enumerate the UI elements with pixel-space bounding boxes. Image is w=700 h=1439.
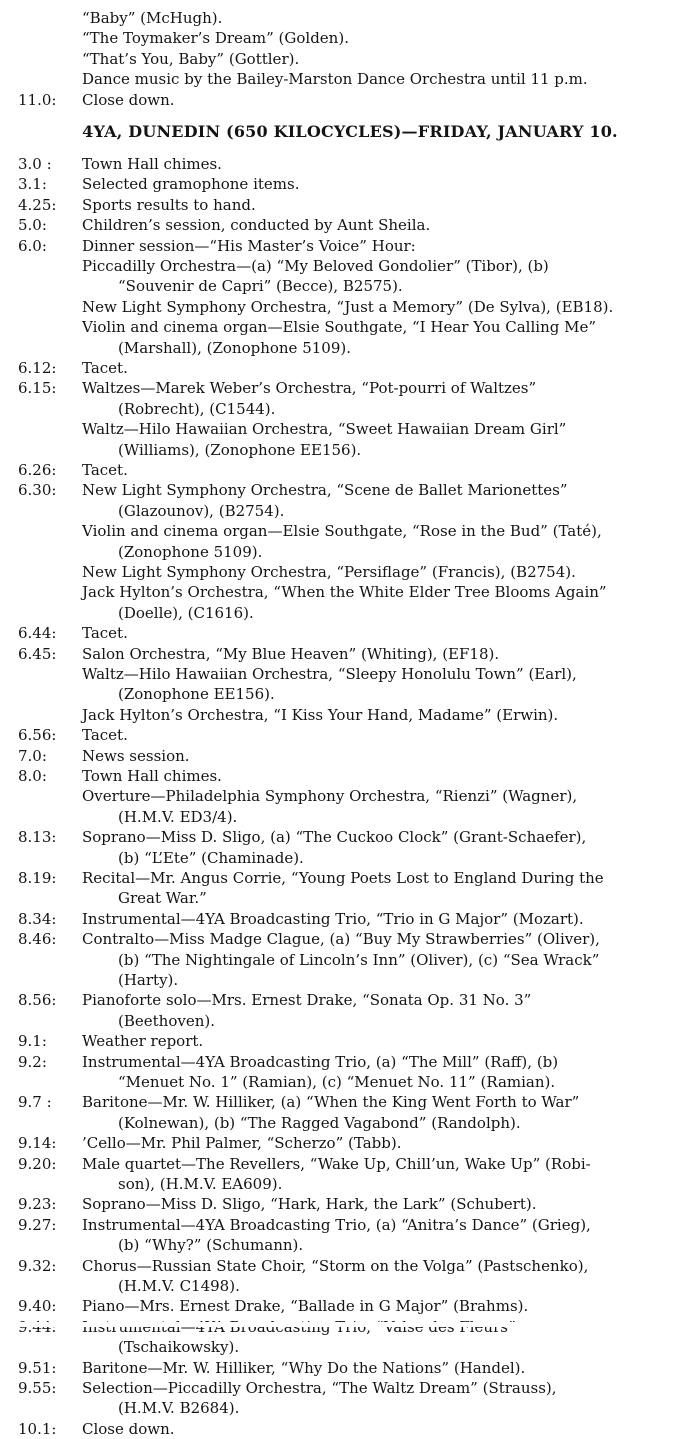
entry-time: 7.0: [18,746,47,765]
entry-text: (Tschaikowsky). [118,1338,240,1357]
entry-time: 8.46: [18,930,57,949]
entry-time: 6.30: [18,481,57,500]
entry-text: Instrumental—4YA Broadcasting Trio, (a) “The Mill” (Raff), (b) [82,1052,559,1071]
entry-text: Waltz—Hilo Hawaiian Orchestra, “Sweet Hawaiian Dream Girl” [82,420,567,439]
program-entry [0,215,700,235]
entry-text: (Robrecht), (C1544). [118,399,276,418]
entry-time: 8.19: [18,869,57,887]
program-entry [0,746,700,766]
entry-text: “Baby” (McHugh). [82,9,223,27]
program-entry [0,236,700,256]
program-entry [0,90,700,110]
entry-text: Tacet. [82,624,128,643]
entry-text: Close down. [82,90,175,109]
entry-text: (Doelle), (C1616). [118,603,254,622]
entry-text: Selected gramophone items. [82,175,300,194]
station-heading: 4YA, DUNEDIN (650 KILOCYCLES)—FRIDAY, JANUARY 10. [82,122,618,141]
entry-text: News session. [82,746,190,765]
program-entry [0,644,700,664]
entry-time: 6.44: [18,624,57,643]
entry-text: New Light Symphony Orchestra, “Persiflage” (Francis), (B2754). [82,563,576,581]
entry-text: (b) “L’Ete” (Chaminade). [118,848,304,867]
program-continuation-line [0,664,700,684]
program-continuation-line [0,521,700,541]
program-continuation-line [0,603,700,623]
entry-text: Instrumental—4YA Broadcasting Trio, “Trio in G Major” (Mozart). [82,909,584,928]
program-entry [0,480,700,500]
entry-text: (H.M.V. B2684). [118,1399,240,1418]
program-continuation-line [0,338,700,358]
entry-text: “Menuet No. 1” (Ramian), (c) “Menuet No. 11” (Ramian). [118,1073,556,1091]
entry-text: Piano—Mrs. Ernest Drake, “Ballade in G Major” (Brahms). [82,1297,529,1316]
entry-text: Violin and cinema organ—Elsie Southgate, “Rose in the Bud” (Taté), [82,522,602,541]
program-continuation-line [0,317,700,337]
entry-text: Recital—Mr. Angus Corrie, “Young Poets Lost to England During the [82,869,604,887]
entry-time: 9.32: [18,1256,57,1275]
entry-text: (Glazounov), (B2754). [118,501,285,520]
entry-text: (Marshall), (Zonophone 5109). [118,338,351,357]
entry-time: 9.14: [18,1134,57,1153]
program-entry [0,868,700,888]
program-continuation-line [0,950,700,970]
entry-text: Tacet. [82,726,128,745]
program-continuation-line [0,1398,700,1418]
entry-time: 6.26: [18,461,57,479]
program-entry [0,1419,700,1439]
entry-text: Baritone—Mr. W. Hilliker, (a) “When the King Went Forth to War” [82,1093,580,1112]
program-continuation-line [0,1235,700,1255]
entry-time: 9.20: [18,1154,57,1173]
entry-text: Overture—Philadelphia Symphony Orchestra, “Rienzi” (Wagner), [82,787,578,806]
program-continuation-line [0,28,700,48]
entry-text: Dinner session—“His Master’s Voice” Hour: [82,236,416,255]
program-entry [0,1133,700,1153]
entry-time: 6.12: [18,359,57,377]
entry-text: (Williams), (Zonophone EE156). [118,440,362,459]
program-entry [0,1296,700,1316]
entry-text: New Light Symphony Orchestra, “Scene de Ballet Marionettes” [82,481,568,500]
program-continuation-line [0,276,700,296]
program-entry [0,1256,700,1276]
entry-text: Selection—Piccadilly Orchestra, “The Waltz Dream” (Strauss), [82,1379,557,1397]
program-entry [0,929,700,949]
entry-text: Piccadilly Orchestra—(a) “My Beloved Gondolier” (Tibor), (b) [82,257,549,275]
program-entry [0,909,700,929]
program-continuation-line [0,1174,700,1194]
entry-text: (Zonophone EE156). [118,685,275,704]
entry-text: Weather report. [82,1032,204,1051]
entry-text: (H.M.V. ED3/4). [118,807,238,826]
entry-text: Violin and cinema organ—Elsie Southgate, “I Hear You Calling Me” [82,318,597,337]
entry-text: (H.M.V. C1498). [118,1277,240,1295]
entry-time: 8.56: [18,991,57,1010]
program-continuation-line [0,888,700,908]
program-entry [0,725,700,745]
entry-text: Jack Hylton’s Orchestra, “I Kiss Your Hand, Madame” (Erwin). [82,705,559,724]
entry-text: ’Cello—Mr. Phil Palmer, “Scherzo” (Tabb). [82,1134,402,1153]
entry-text: Soprano—Miss D. Sligo, “Hark, Hark, the Lark” (Schubert). [82,1195,537,1214]
entry-time: 9.55: [18,1379,57,1397]
entry-text: (b) “The Nightingale of Lincoln’s Inn” (Oliver), (c) “Sea Wrack” [118,950,600,969]
entry-time: 8.0: [18,767,47,785]
entry-text: Great War.” [118,889,207,908]
program-continuation-line [0,69,700,89]
program-entry [0,1052,700,1072]
program-continuation-line [0,848,700,868]
entry-time: 4.25: [18,195,57,214]
entry-time: 9.7 : [18,1093,52,1112]
program-entry [0,990,700,1010]
entry-text: Male quartet—The Revellers, “Wake Up, Chill’un, Wake Up” (Robi- [82,1154,591,1173]
program-continuation-line [0,562,700,582]
program-entry [0,1215,700,1235]
entry-text: Instrumental—4YA Broadcasting Trio, (a) “Anitra’s Dance” (Grieg), [82,1215,591,1234]
entry-time: 9.1: [18,1032,47,1051]
program-continuation-line [0,1276,700,1296]
program-continuation-line [0,49,700,69]
entry-text: (Harty). [118,971,179,989]
program-entry [0,1194,700,1214]
program-entry [0,378,700,398]
program-continuation-line [0,807,700,827]
program-entry [0,1358,700,1378]
entry-time: 6.15: [18,379,57,398]
page-bottom [0,1322,700,1327]
program-continuation-line [0,8,700,28]
entry-time: 5.0: [18,216,47,235]
program-entry [0,1154,700,1174]
entry-text: Sports results to hand. [82,195,256,214]
entry-text: “Souvenir de Capri” (Becce), B2575). [118,277,403,296]
program-continuation-line [0,440,700,460]
entry-text: Tacet. [82,359,128,377]
program-continuation-line [0,399,700,419]
entry-text: (Zonophone 5109). [118,542,263,561]
program-entry [0,154,700,174]
entry-text: Soprano—Miss D. Sligo, (a) “The Cuckoo Clock” (Grant-Schaefer), [82,828,587,847]
program-continuation-line [0,419,700,439]
entry-time: 6.45: [18,644,57,663]
program-continuation-line [0,684,700,704]
entry-text: Waltz—Hilo Hawaiian Orchestra, “Sleepy Honolulu Town” (Earl), [82,665,577,683]
program-continuation-line [0,970,700,990]
program-entry [0,623,700,643]
program-continuation-line [0,1072,700,1092]
program-entry [0,766,700,786]
entry-text: Salon Orchestra, “My Blue Heaven” (Whiting), (EF18). [82,644,500,663]
entry-time: 9.27: [18,1215,57,1234]
entry-text: (b) “Why?” (Schumann). [118,1236,304,1255]
entry-text: Baritone—Mr. W. Hilliker, “Why Do the Nations” (Handel). [82,1358,526,1377]
entry-time: 11.0: [18,90,57,109]
entry-text: Tacet. [82,461,128,479]
entry-text: (Beethoven). [118,1011,215,1030]
entry-time: 3.0 : [18,155,52,173]
program-entry [0,1378,700,1398]
entry-text: son), (H.M.V. EA609). [118,1175,283,1193]
program-entry [0,1031,700,1051]
program-continuation-line [0,1337,700,1357]
entry-time: 10.1: [18,1419,57,1438]
entry-text: Dance music by the Bailey-Marston Dance Orchestra until 11 p.m. [82,70,588,89]
entry-time: 8.34: [18,909,57,928]
program-continuation-line [0,297,700,317]
entry-text: “The Toymaker’s Dream” (Golden). [82,29,349,48]
entry-time: 9.2: [18,1052,47,1071]
program-continuation-line [0,705,700,725]
entry-text: Waltzes—Marek Weber’s Orchestra, “Pot-pourri of Waltzes” [82,379,537,398]
program-continuation-line [0,582,700,602]
entry-text: Close down. [82,1419,175,1438]
entry-time: 9.23: [18,1195,57,1214]
entry-time: 9.40: [18,1297,57,1316]
entry-text: Children’s session, conducted by Aunt Sheila. [82,216,431,235]
program-entry [0,1092,700,1112]
entry-time: 6.56: [18,726,57,745]
program-entry [0,827,700,847]
entry-time: 3.1: [18,175,47,194]
entry-text: Chorus—Russian State Choir, “Storm on the Volga” (Pastschenko), [82,1256,589,1275]
entry-text: Jack Hylton’s Orchestra, “When the White Elder Tree Blooms Again” [82,583,607,602]
entry-text: Pianoforte solo—Mrs. Ernest Drake, “Sonata Op. 31 No. 3” [82,991,532,1010]
entry-text: Contralto—Miss Madge Clague, (a) “Buy My Strawberries” (Oliver), [82,930,600,949]
program-continuation-line [0,542,700,562]
program-continuation-line [0,1011,700,1031]
entry-text: New Light Symphony Orchestra, “Just a Memory” (De Sylva), (EB18). [82,297,614,316]
program-continuation-line [0,501,700,521]
entry-text: Town Hall chimes. [82,155,222,173]
entry-text: Town Hall chimes. [82,767,222,785]
program-continuation-line [0,1113,700,1133]
program-continuation-line [0,786,700,806]
entry-time: 6.0: [18,236,47,255]
entry-time: 9.51: [18,1358,57,1377]
entry-text: (Kolnewan), (b) “The Ragged Vagabond” (Randolph). [118,1113,521,1132]
program-entry [0,174,700,194]
entry-text: “That’s You, Baby” (Gottler). [82,49,300,68]
program-entry [0,195,700,215]
program-entry [0,358,700,378]
program-continuation-line [0,256,700,276]
program-entry [0,460,700,480]
entry-time: 8.13: [18,828,57,847]
